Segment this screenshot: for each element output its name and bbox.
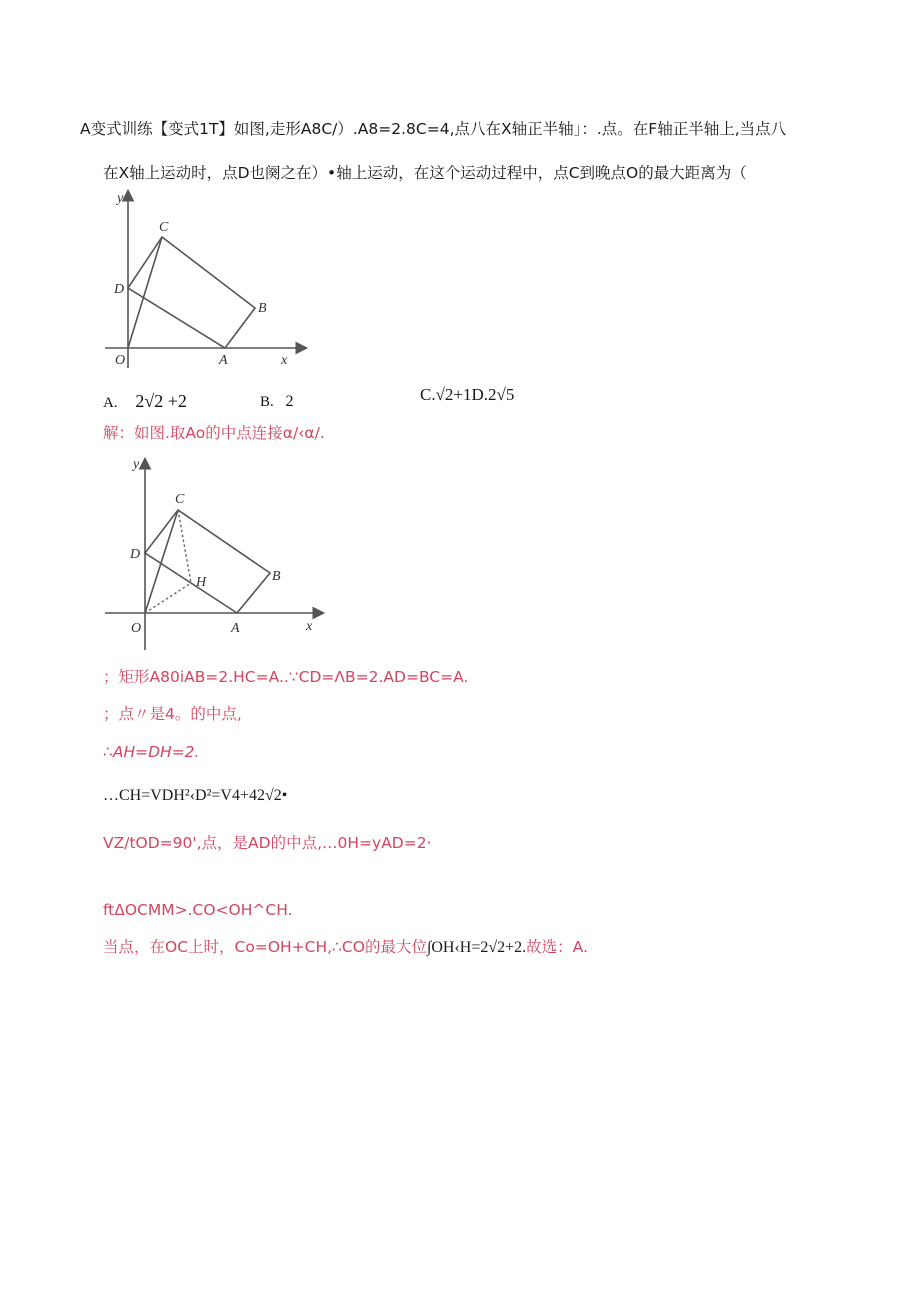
solution-step-3: ∴AH=DH=2. <box>103 743 200 761</box>
label-c: C <box>159 220 169 235</box>
segment-oc <box>128 237 162 348</box>
label-d: D <box>114 282 125 297</box>
label-b: B <box>272 569 281 584</box>
segment-oh <box>145 583 191 613</box>
label-b: B <box>258 301 267 316</box>
option-b-label: B. <box>260 394 274 410</box>
rectangle-abcd <box>128 237 255 348</box>
option-a-value: 2√2 +2 <box>135 391 187 411</box>
solution-intro: 解：如图.取Ao的中点连接α/‹α/. <box>103 424 325 442</box>
option-a-label: A. <box>103 395 118 411</box>
solution-step-7-part-a: 当点，在OC上时，Co=OH+CH,∴CO的最大位 <box>103 938 427 956</box>
solution-step-7-part-c: 故选：A. <box>526 938 588 956</box>
label-d: D <box>130 547 141 562</box>
segment-ch <box>178 510 191 583</box>
option-b-value: 2 <box>285 393 294 410</box>
segment-oc <box>145 510 178 613</box>
label-a: A <box>219 353 228 368</box>
label-y: y <box>133 457 140 472</box>
rectangle-abcd <box>145 510 270 613</box>
solution-step-7 <box>103 940 588 956</box>
figure-2 <box>100 452 330 657</box>
label-o: O <box>131 621 142 636</box>
options-c-d: C.√2+1D.2√5 <box>420 385 515 404</box>
solution-step-1: ；矩形A80iAB=2.HC=A..∵CD=ΛB=2.AD=BC=A. <box>103 668 469 686</box>
solution-step-5: VZ/tOD=90',点，是AD的中点,…0H=yAD=2· <box>103 834 432 852</box>
solution-step-6: ftΔOCMM>.CO<OH^CH. <box>103 901 293 919</box>
label-y: y <box>117 191 124 206</box>
solution-step-7-part-b: ∫OH‹H=2√2+2. <box>426 939 527 956</box>
label-a: A <box>231 621 240 636</box>
solution-step-4: …CH=VDH²‹D²=V4+42√2• <box>103 787 288 804</box>
question-line-2: 在X轴上运动时，点D也阕之在）•轴上运动，在这个运动过程中，点C到晚点O的最大距离为（ <box>103 164 747 182</box>
option-b <box>260 394 294 410</box>
label-x: x <box>306 619 313 634</box>
solution-step-2: ；点〃是4。的中点, <box>103 705 242 723</box>
label-h: H <box>196 575 207 590</box>
label-o: O <box>115 353 126 368</box>
question-line-1: A变式训练【变式1T】如图,走形A8C/）.A8=2.8C=4,点八在X轴正半轴」：.点。在F轴正半轴上,当点八 <box>80 120 787 138</box>
label-c: C <box>175 492 185 507</box>
figure-1 <box>95 186 315 376</box>
label-x: x <box>281 353 288 368</box>
option-a <box>103 392 187 411</box>
